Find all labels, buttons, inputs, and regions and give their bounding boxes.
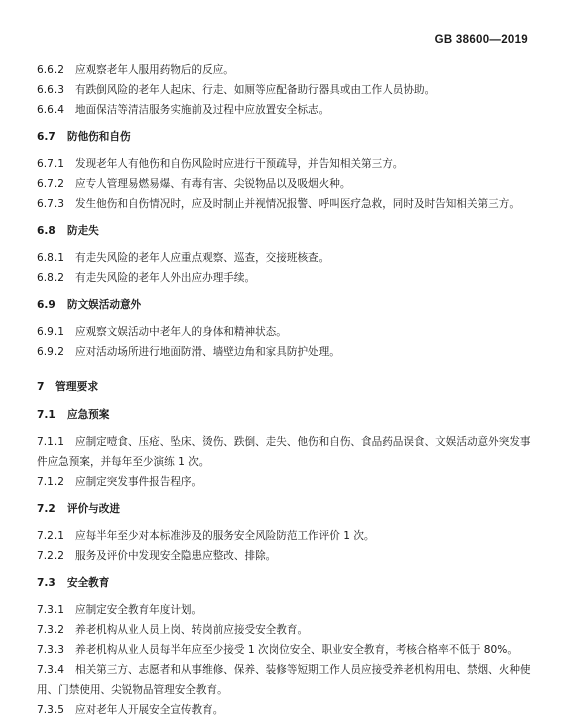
clause-number: 6.6.4 bbox=[37, 104, 64, 116]
clause-7-1-2 bbox=[37, 472, 532, 492]
clause-number: 7.2.2 bbox=[37, 550, 64, 562]
clause-7-3-1 bbox=[37, 600, 532, 620]
clause-number: 7.3 bbox=[37, 577, 56, 589]
clause-text: 养老机构从业人员上岗、转岗前应接受安全教育。 bbox=[75, 624, 309, 636]
clause-text: 应观察文娱活动中老年人的身体和精神状态。 bbox=[75, 326, 287, 338]
clause-6-6-2 bbox=[37, 60, 532, 80]
clause-number: 6.8.1 bbox=[37, 252, 64, 264]
clause-text: 应制定安全教育年度计划。 bbox=[75, 604, 203, 616]
clause-number: 6.8 bbox=[37, 225, 56, 237]
clause-text: 防走失 bbox=[67, 225, 99, 237]
clause-text: 应制定噎食、压疮、坠床、烫伤、跌倒、走失、他伤和自伤、食品药品误食、文娱活动意外突发事件应急预案，并每年至少演练 1 次。 bbox=[37, 436, 531, 468]
clause-7-2-1 bbox=[37, 526, 532, 546]
clause-number: 6.6.2 bbox=[37, 64, 64, 76]
section-heading-6-8 bbox=[37, 222, 532, 240]
clause-text: 应急预案 bbox=[67, 409, 110, 421]
clause-number: 7.2 bbox=[37, 503, 56, 515]
standard-number: GB 38600—2019 bbox=[434, 34, 528, 46]
clause-6-7-2 bbox=[37, 174, 532, 194]
clause-number: 6.8.2 bbox=[37, 272, 64, 284]
clause-6-6-3 bbox=[37, 80, 532, 100]
clause-text: 防他伤和自伤 bbox=[67, 131, 131, 143]
clause-text: 有走失风险的老年人应重点观察、巡查，交接班核查。 bbox=[75, 252, 330, 264]
clause-number: 6.9.1 bbox=[37, 326, 64, 338]
clause-text: 管理要求 bbox=[55, 380, 99, 393]
clause-number: 7.3.4 bbox=[37, 664, 64, 676]
document-body bbox=[37, 60, 532, 720]
section-heading-6-7 bbox=[37, 128, 532, 146]
clause-text: 相关第三方、志愿者和从事维修、保养、装修等短期工作人员应接受养老机构用电、禁烟、火种使用、门禁使用、尖锐物品管理安全教育。 bbox=[37, 664, 531, 696]
clause-text: 应制定突发事件报告程序。 bbox=[75, 476, 203, 488]
section-heading-7-1 bbox=[37, 406, 532, 424]
clause-text: 防文娱活动意外 bbox=[67, 299, 142, 311]
clause-number: 7 bbox=[37, 380, 45, 393]
clause-number: 7.3.5 bbox=[37, 704, 64, 716]
clause-number: 6.7.1 bbox=[37, 158, 64, 170]
clause-number: 6.7 bbox=[37, 131, 56, 143]
clause-text: 发现老年人有他伤和自伤风险时应进行干预疏导，并告知相关第三方。 bbox=[75, 158, 404, 170]
clause-number: 6.7.3 bbox=[37, 198, 64, 210]
clause-number: 7.3.1 bbox=[37, 604, 64, 616]
clause-number: 7.1 bbox=[37, 409, 56, 421]
chapter-heading-7 bbox=[37, 378, 532, 396]
clause-text: 应对活动场所进行地面防滑、墙壁边角和家具防护处理。 bbox=[75, 346, 340, 358]
clause-number: 7.1.1 bbox=[37, 436, 64, 448]
clause-text: 应对老年人开展安全宣传教育。 bbox=[75, 704, 224, 716]
clause-7-3-2 bbox=[37, 620, 532, 640]
clause-text: 安全教育 bbox=[67, 577, 110, 589]
clause-number: 7.3.2 bbox=[37, 624, 64, 636]
clause-text: 有走失风险的老年人外出应办理手续。 bbox=[75, 272, 256, 284]
clause-text: 应每半年至少对本标准涉及的服务安全风险防范工作评价 1 次。 bbox=[75, 530, 375, 542]
clause-7-2-2 bbox=[37, 546, 532, 566]
clause-number: 6.9.2 bbox=[37, 346, 64, 358]
clause-number: 7.1.2 bbox=[37, 476, 64, 488]
clause-text: 服务及评价中发现安全隐患应整改、排除。 bbox=[75, 550, 277, 562]
clause-text: 发生他伤和自伤情况时，应及时制止并视情况报警、呼叫医疗急救，同时及时告知相关第三方。 bbox=[75, 198, 520, 210]
clause-7-3-3 bbox=[37, 640, 532, 660]
clause-6-6-4 bbox=[37, 100, 532, 120]
clause-6-7-3 bbox=[37, 194, 532, 214]
clause-text: 评价与改进 bbox=[67, 503, 120, 515]
clause-7-3-5 bbox=[37, 700, 532, 720]
section-heading-7-3 bbox=[37, 574, 532, 592]
clause-6-9-1 bbox=[37, 322, 532, 342]
clause-text: 有跌倒风险的老年人起床、行走、如厕等应配备助行器具或由工作人员协助。 bbox=[75, 84, 436, 96]
clause-number: 6.9 bbox=[37, 299, 56, 311]
clause-number: 7.3.3 bbox=[37, 644, 64, 656]
clause-6-8-2 bbox=[37, 268, 532, 288]
clause-number: 6.6.3 bbox=[37, 84, 64, 96]
clause-6-8-1 bbox=[37, 248, 532, 268]
section-heading-6-9 bbox=[37, 296, 532, 314]
clause-6-9-2 bbox=[37, 342, 532, 362]
clause-number: 6.7.2 bbox=[37, 178, 64, 190]
clause-text: 应专人管理易燃易爆、有毒有害、尖锐物品以及吸烟火种。 bbox=[75, 178, 351, 190]
clause-6-7-1 bbox=[37, 154, 532, 174]
clause-7-3-4 bbox=[37, 660, 532, 700]
clause-text: 地面保洁等清洁服务实施前及过程中应放置安全标志。 bbox=[75, 104, 330, 116]
clause-number: 7.2.1 bbox=[37, 530, 64, 542]
clause-7-1-1 bbox=[37, 432, 532, 472]
clause-text: 应观察老年人服用药物后的反应。 bbox=[75, 64, 234, 76]
section-heading-7-2 bbox=[37, 500, 532, 518]
clause-text: 养老机构从业人员每半年应至少接受 1 次岗位安全、职业安全教育，考核合格率不低于 80%。 bbox=[75, 644, 518, 656]
